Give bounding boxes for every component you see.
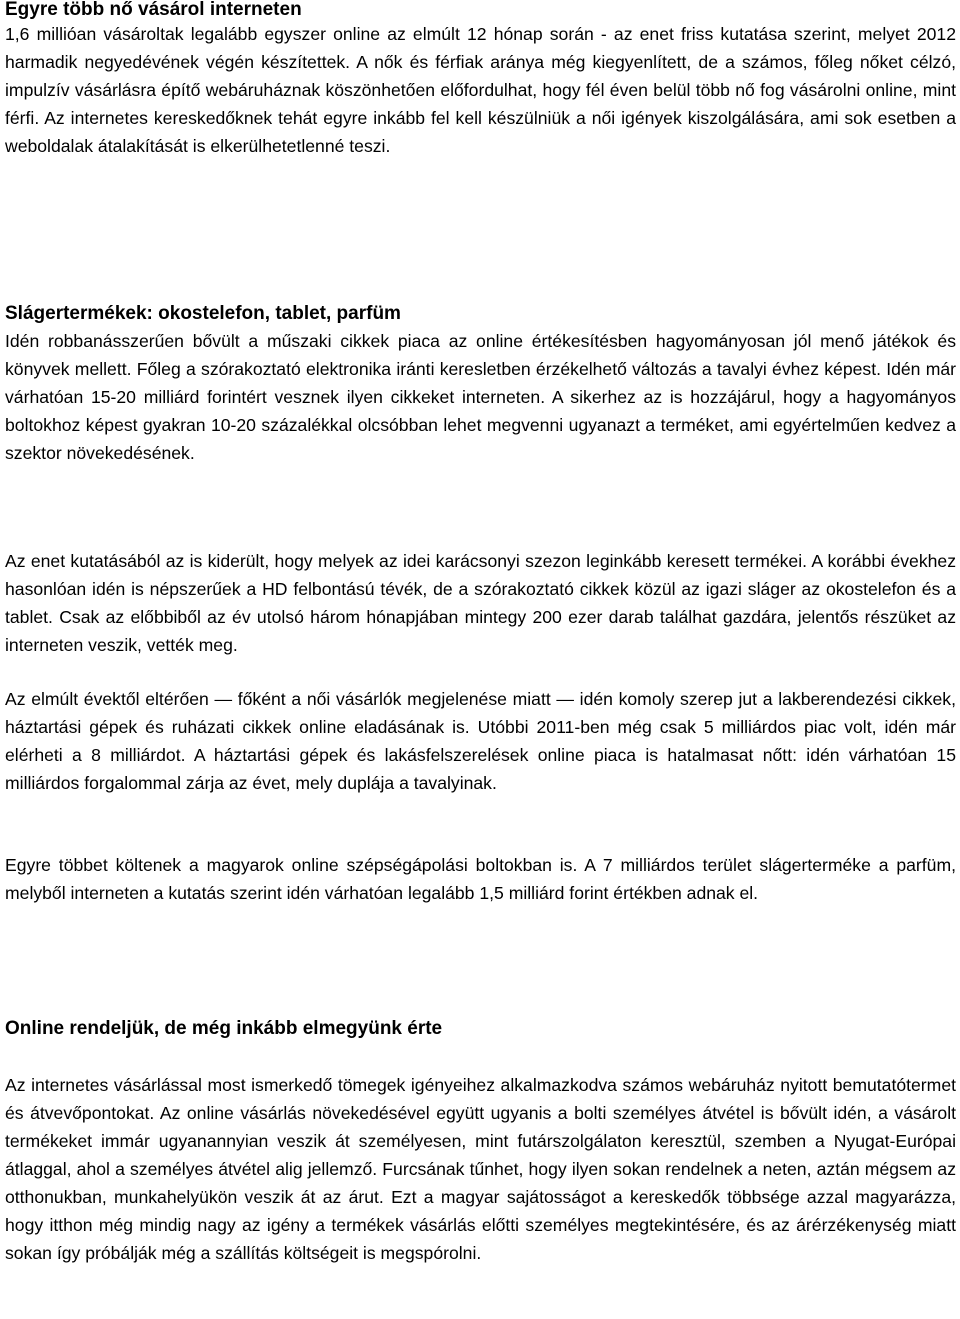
section-heading-pickup: Online rendeljük, de még inkább elmegyünk érte [5,1018,443,1039]
intro-paragraph: 1,6 millióan vásároltak legalább egyszer online az elmúlt 12 hónap során - az enet friss kutatása szerint, melyet 2012 harmadik negyedévének végén készítettek. A nők és férfiak aránya még kiegyenlített, de a számos, főleg nőket célzó, impulzív vásárlásra építő webáruháznak köszönhetően előfordulhat, hogy fél éven belül több nő fog vásárolni online, mint férfi. Az internetes kereskedőknek tehát egyre inkább fel kell készülniük a női igények kiszolgálására, ami sok esetben a weboldalak átalakítását is elkerülhetetlenné teszi. [5,24,956,156]
paragraph-home-appliances: Az elmúlt évektől eltérően — főként a női vásárlók megjelenése miatt — idén komoly szerep jut a lakberendezési cikkek, háztartási gépek és ruházati cikkek online eladásának is. Utóbbi 2011-ben még csak 5 milliárdos piac volt, idén már elérheti a 8 milliárdot. A háztartási gépek és lakásfelszerelések online piaca is hatalmasat nőtt: idén várhatóan 15 milliárdos forgalommal zárja az évet, mely duplája a tavalyinak. [5,689,956,793]
paragraph-beauty: Egyre többet költenek a magyarok online szépségápolási boltokban is. A 7 milliárdos terület slágerterméke a parfüm, melyből interneten a kutatás szerint idén várhatóan legalább 1,5 milliárd forint értékben adnak el. [5,855,956,903]
paragraph-christmas-products: Az enet kutatásából az is kiderült, hogy melyek az idei karácsonyi szezon leginkább keresett termékei. A korábbi évekhez hasonlóan idén is népszerűek a HD felbontású tévék, de a szórakoztató cikkek közül az igazi sláger az okostelefon és a tablet. Csak az előbbiből az év utolsó három hónapjában mintegy 200 ezer darab találhat gazdára, jelentős részüket az interneten veszik, vették meg. [5,551,956,655]
section-heading-bestsellers: Slágertermékek: okostelefon, tablet, parfüm [5,303,401,324]
paragraph-electronics: Idén robbanásszerűen bővült a műszaki cikkek piaca az online értékesítésben hagyományosan jól menő játékok és könyvek mellett. Főleg a szórakoztató elektronika iránti keresletben érzékelhető változás a tavalyi évhez képest. Idén már várhatóan 15-20 milliárd forintért vesznek ilyen cikkeket interneten. A sikerhez az is hozzájárul, hogy a hagyományos boltokhoz képest gyakran 10-20 százalékkal olcsóbban lehet megvenni ugyanazt a terméket, ami egyértelműen kedvez a szektor növekedésének. [5,331,956,463]
paragraph-personal-pickup: Az internetes vásárlással most ismerkedő tömegek igényeihez alkalmazkodva számos webáruház nyitott bemutatótermet és átvevőpontokat. Az online vásárlás növekedésével együtt ugyanis a bolti személyes átvétel is bővült idén, a vásárolt termékeket immár ugyanannyian veszik át személyesen, mint futárszolgálaton keresztül, szemben a Nyugat-Európai átlaggal, ahol a személyes átvétel alig jellemző. Furcsának tűnhet, hogy ilyen sokan rendelnek a neten, aztán mégsem az otthonukban, munkahelyükön veszik át az árut. Ezt a magyar sajátosságot a kereskedők többsége azzal magyarázza, hogy itthon még mindig nagy az igény a termékek vásárlás előtti személyes megtekintésére, és az árérzékenység miatt sokan így próbálják még a szállítás költségeit is megspórolni. [5,1075,956,1263]
article-title: Egyre több nő vásárol interneten [5,0,302,20]
